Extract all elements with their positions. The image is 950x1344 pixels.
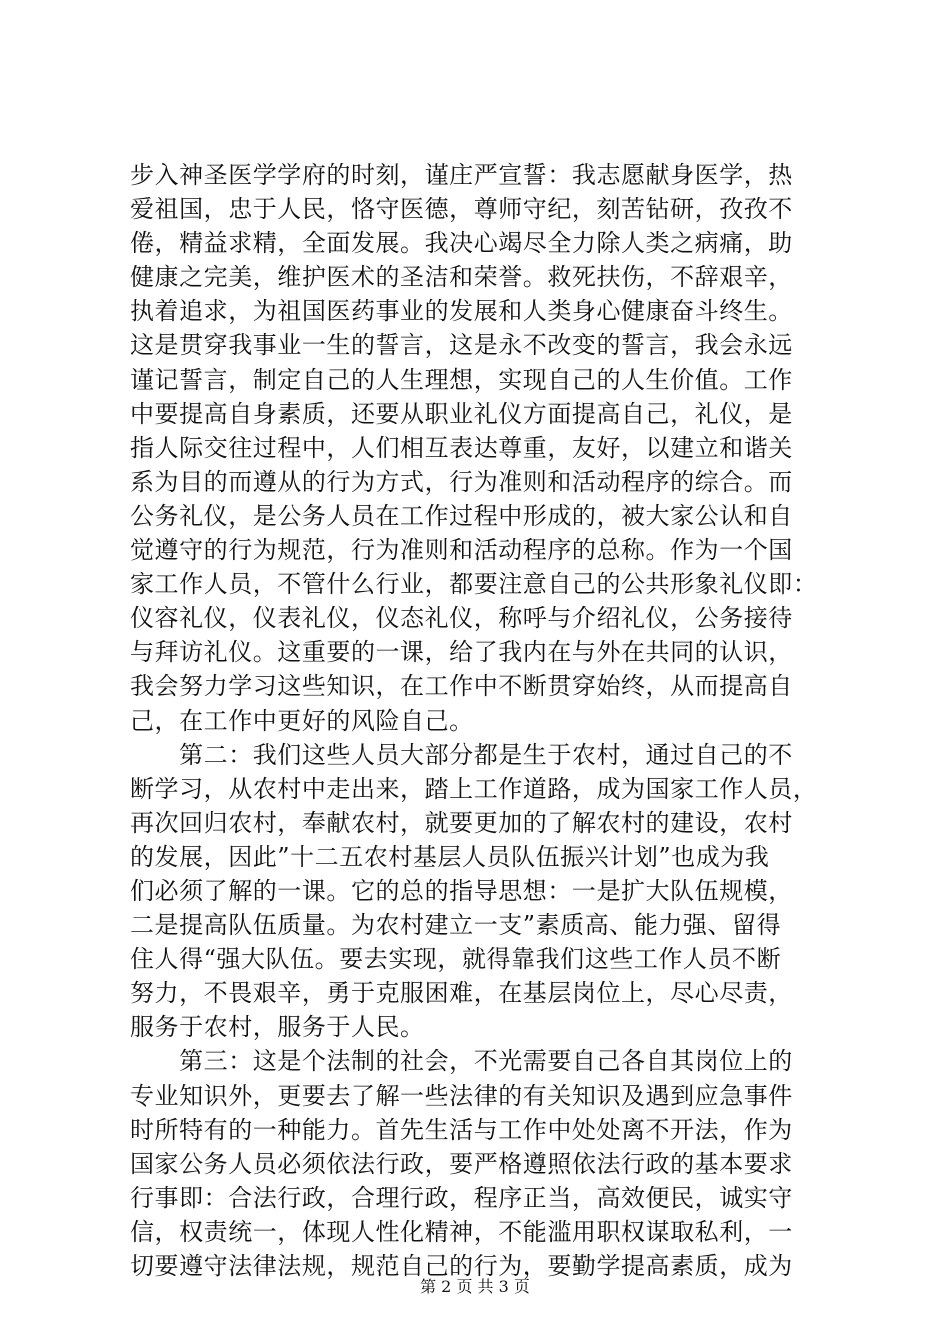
text-line: 切要遵守法律法规，规范自己的行为，要勤学提高素质，成为 <box>130 1252 793 1280</box>
text-line: 系为目的而遵从的行为方式，行为准则和活动程序的综合。而 <box>130 467 793 496</box>
text-line: 二是提高队伍质量。为农村建立一支”素质高、能力强、留得 <box>130 911 782 940</box>
text-line: 我会努力学习这些知识，在工作中不断贯穿始终，从而提高自 <box>130 672 793 701</box>
page-number-footer: 第 2 页 共 3 页 <box>420 1277 530 1296</box>
text-line: 指人际交往过程中，人们相互表达尊重，友好，以建立和谐关 <box>130 433 793 462</box>
text-line: 服务于农村，服务于人民。 <box>130 1013 425 1042</box>
text-line: 们必须了解的一课。它的总的指导思想：一是扩大队伍规模， <box>130 876 793 905</box>
text-line: 行事即：合法行政，合理行政，程序正当，高效便民，诚实守 <box>130 1183 793 1212</box>
text-line: 倦，精益求精，全面发展。我决心竭尽全力除人类之病痛，助 <box>130 229 793 258</box>
text-line: 专业知识外，更要去了解一些法律的有关知识及遇到应急事件 <box>130 1081 793 1110</box>
body-text <box>130 158 830 1283</box>
text-line: 谨记誓言，制定自己的人生理想，实现自己的人生价值。工作 <box>130 365 793 394</box>
text-line: 公务礼仪，是公务人员在工作过程中形成的，被大家公认和自 <box>130 501 793 530</box>
text-line: 信，权责统一，体现人性化精神，不能滥用职权谋取私利，一 <box>130 1217 793 1246</box>
text-line: 再次回归农村，奉献农村，就要更加的了解农村的建设，农村 <box>130 808 793 837</box>
text-line: 断学习，从农村中走出来，踏上工作道路，成为国家工作人员， <box>130 774 818 803</box>
text-line: 努力，不畏艰辛，勇于克服困难，在基层岗位上，尽心尽责， <box>130 979 793 1008</box>
text-line: 与拜访礼仪。这重要的一课，给了我内在与外在共同的认识， <box>130 638 793 667</box>
text-line: 觉遵守的行为规范，行为准则和活动程序的总称。作为一个国 <box>130 536 793 565</box>
text-line: 中要提高自身素质，还要从职业礼仪方面提高自己，礼仪，是 <box>130 399 793 428</box>
text-line: 家工作人员，不管什么行业，都要注意自己的公共形象礼仪即： <box>130 570 818 599</box>
text-line: 时所特有的一种能力。首先生活与工作中处处离不开法，作为 <box>130 1115 793 1144</box>
text-line: 国家公务人员必须依法行政，要严格遵照依法行政的基本要求 <box>130 1149 793 1178</box>
text-line: 爱祖国，忠于人民，恪守医德，尊师守纪，刻苦钻研，孜孜不 <box>130 195 793 224</box>
text-line: 执着追求，为祖国医药事业的发展和人类身心健康奋斗终生。 <box>130 297 793 326</box>
text-line: 健康之完美，维护医术的圣洁和荣誉。救死扶伤，不辞艰辛， <box>130 263 793 292</box>
text-line: 这是贯穿我事业一生的誓言，这是永不改变的誓言，我会永远 <box>130 331 793 360</box>
text-line: 己，在工作中更好的风险自己。 <box>130 706 474 735</box>
text-line: 的发展，因此”十二五农村基层人员队伍振兴计划”也成为我 <box>130 842 770 871</box>
text-line: 住人得“强大队伍。要去实现，就得靠我们这些工作人员不断 <box>130 945 782 974</box>
text-line: 步入神圣医学学府的时刻，谨庄严宣誓：我志愿献身医学，热 <box>130 161 793 189</box>
paragraph-start-line: 第三：这是个法制的社会，不光需要自己各自其岗位上的 <box>130 1047 793 1076</box>
text-line: 仪容礼仪，仪表礼仪，仪态礼仪，称呼与介绍礼仪，公务接待 <box>130 604 793 633</box>
paragraph-start-line: 第二：我们这些人员大部分都是生于农村，通过自己的不 <box>130 740 793 769</box>
